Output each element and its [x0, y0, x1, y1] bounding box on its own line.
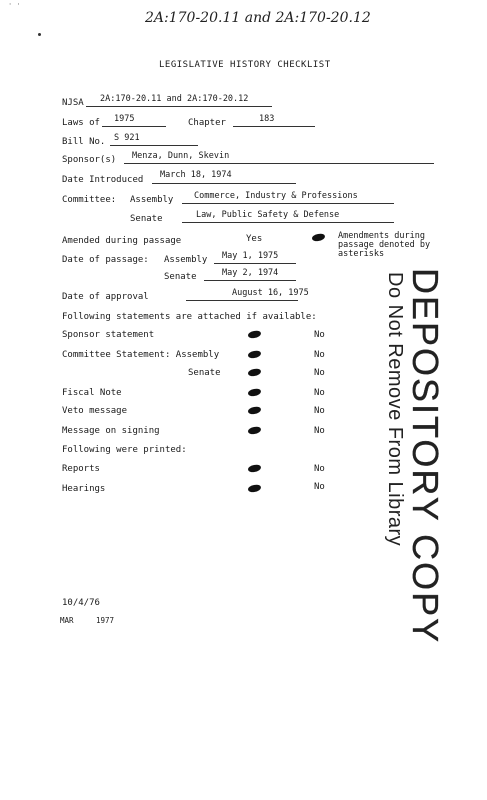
check-mark-icon — [248, 330, 262, 339]
statement-value: No — [314, 388, 325, 398]
check-mark-icon — [248, 484, 262, 493]
date-of-approval-label: Date of approval — [62, 292, 149, 302]
amended-note-line-2: passage denoted by — [338, 240, 431, 250]
statement-label: Senate — [188, 368, 221, 378]
printed-value: No — [314, 464, 325, 474]
statement-value: No — [314, 330, 325, 340]
footer-date: 10/4/76 — [62, 598, 100, 608]
laws-of-value: 1975 — [114, 114, 135, 124]
committee-assembly-value: Commerce, Industry & Professions — [194, 191, 358, 201]
check-mark-icon — [248, 368, 262, 377]
statement-label: Message on signing — [62, 426, 160, 436]
passage-senate-label: Senate — [164, 272, 197, 282]
printed-value: No — [314, 482, 325, 492]
committee-senate-label: Senate — [130, 214, 163, 224]
following-attached-heading: Following statements are attached if available: — [62, 312, 317, 322]
check-mark-icon — [248, 350, 262, 359]
statement-value: No — [314, 426, 325, 436]
depository-copy-stamp: DEPOSITORY COPY — [405, 268, 446, 645]
amended-note-line-1: Amendments during — [338, 231, 425, 241]
statement-label: Fiscal Note — [62, 388, 122, 398]
passage-senate-underline — [204, 280, 296, 281]
passage-assembly-underline — [214, 263, 296, 264]
amended-note-line-3: asterisks — [338, 249, 385, 259]
date-introduced-label: Date Introduced — [62, 175, 144, 185]
sponsors-value: Menza, Dunn, Skevin — [132, 151, 230, 161]
amended-yes: Yes — [246, 234, 263, 244]
date-of-approval-value: August 16, 1975 — [232, 288, 309, 298]
committee-senate-value: Law, Public Safety & Defense — [196, 210, 340, 220]
bill-no-value: S 921 — [114, 133, 140, 143]
chapter-value: 183 — [259, 114, 275, 124]
njsa-underline — [86, 106, 272, 107]
check-mark-icon — [248, 388, 262, 397]
statement-value: No — [314, 406, 325, 416]
footer-year: 1977 — [96, 616, 115, 625]
date-introduced-underline — [152, 183, 296, 184]
check-mark-icon — [248, 406, 262, 415]
njsa-value: 2A:170-20.11 and 2A:170-20.12 — [100, 94, 249, 104]
statement-label: Committee Statement: Assembly — [62, 350, 220, 360]
committee-assembly-underline — [182, 203, 394, 204]
statement-value: No — [314, 368, 325, 378]
statement-label: Veto message — [62, 406, 128, 416]
laws-of-label: Laws of — [62, 118, 100, 128]
amended-label: Amended during passage — [62, 236, 182, 246]
passage-assembly-value: May 1, 1975 — [222, 251, 279, 261]
margin-mark: ' ' — [8, 2, 21, 10]
page-title: LEGISLATIVE HISTORY CHECKLIST — [159, 60, 331, 70]
speck — [38, 33, 41, 36]
chapter-label: Chapter — [188, 118, 226, 128]
date-of-approval-underline — [186, 300, 298, 301]
printed-label: Hearings — [62, 484, 106, 494]
passage-senate-value: May 2, 1974 — [222, 268, 279, 278]
amended-note — [338, 232, 430, 259]
check-mark-icon — [312, 233, 326, 242]
bill-no-label: Bill No. — [62, 137, 106, 147]
printed-label: Reports — [62, 464, 100, 474]
njsa-label: NJSA — [62, 98, 84, 108]
passage-assembly-label: Assembly — [164, 255, 208, 265]
sponsors-label: Sponsor(s) — [62, 155, 117, 165]
date-introduced-value: March 18, 1974 — [160, 170, 232, 180]
handwritten-header: 2A:170-20.11 and 2A:170-20.12 — [145, 10, 371, 26]
do-not-remove-stamp: Do Not Remove From Library — [384, 272, 406, 547]
statement-label: Sponsor statement — [62, 330, 155, 340]
bill-no-underline — [110, 145, 198, 146]
statement-value: No — [314, 350, 325, 360]
committee-senate-underline — [182, 222, 394, 223]
committee-label: Committee: — [62, 195, 117, 205]
footer-month: MAR — [60, 616, 74, 625]
check-mark-icon — [248, 464, 262, 473]
committee-assembly-label: Assembly — [130, 195, 174, 205]
laws-of-underline — [102, 126, 166, 127]
date-of-passage-label: Date of passage: — [62, 255, 149, 265]
check-mark-icon — [248, 426, 262, 435]
following-printed-heading: Following were printed: — [62, 445, 187, 455]
sponsors-underline — [124, 163, 434, 164]
chapter-underline — [233, 126, 315, 127]
